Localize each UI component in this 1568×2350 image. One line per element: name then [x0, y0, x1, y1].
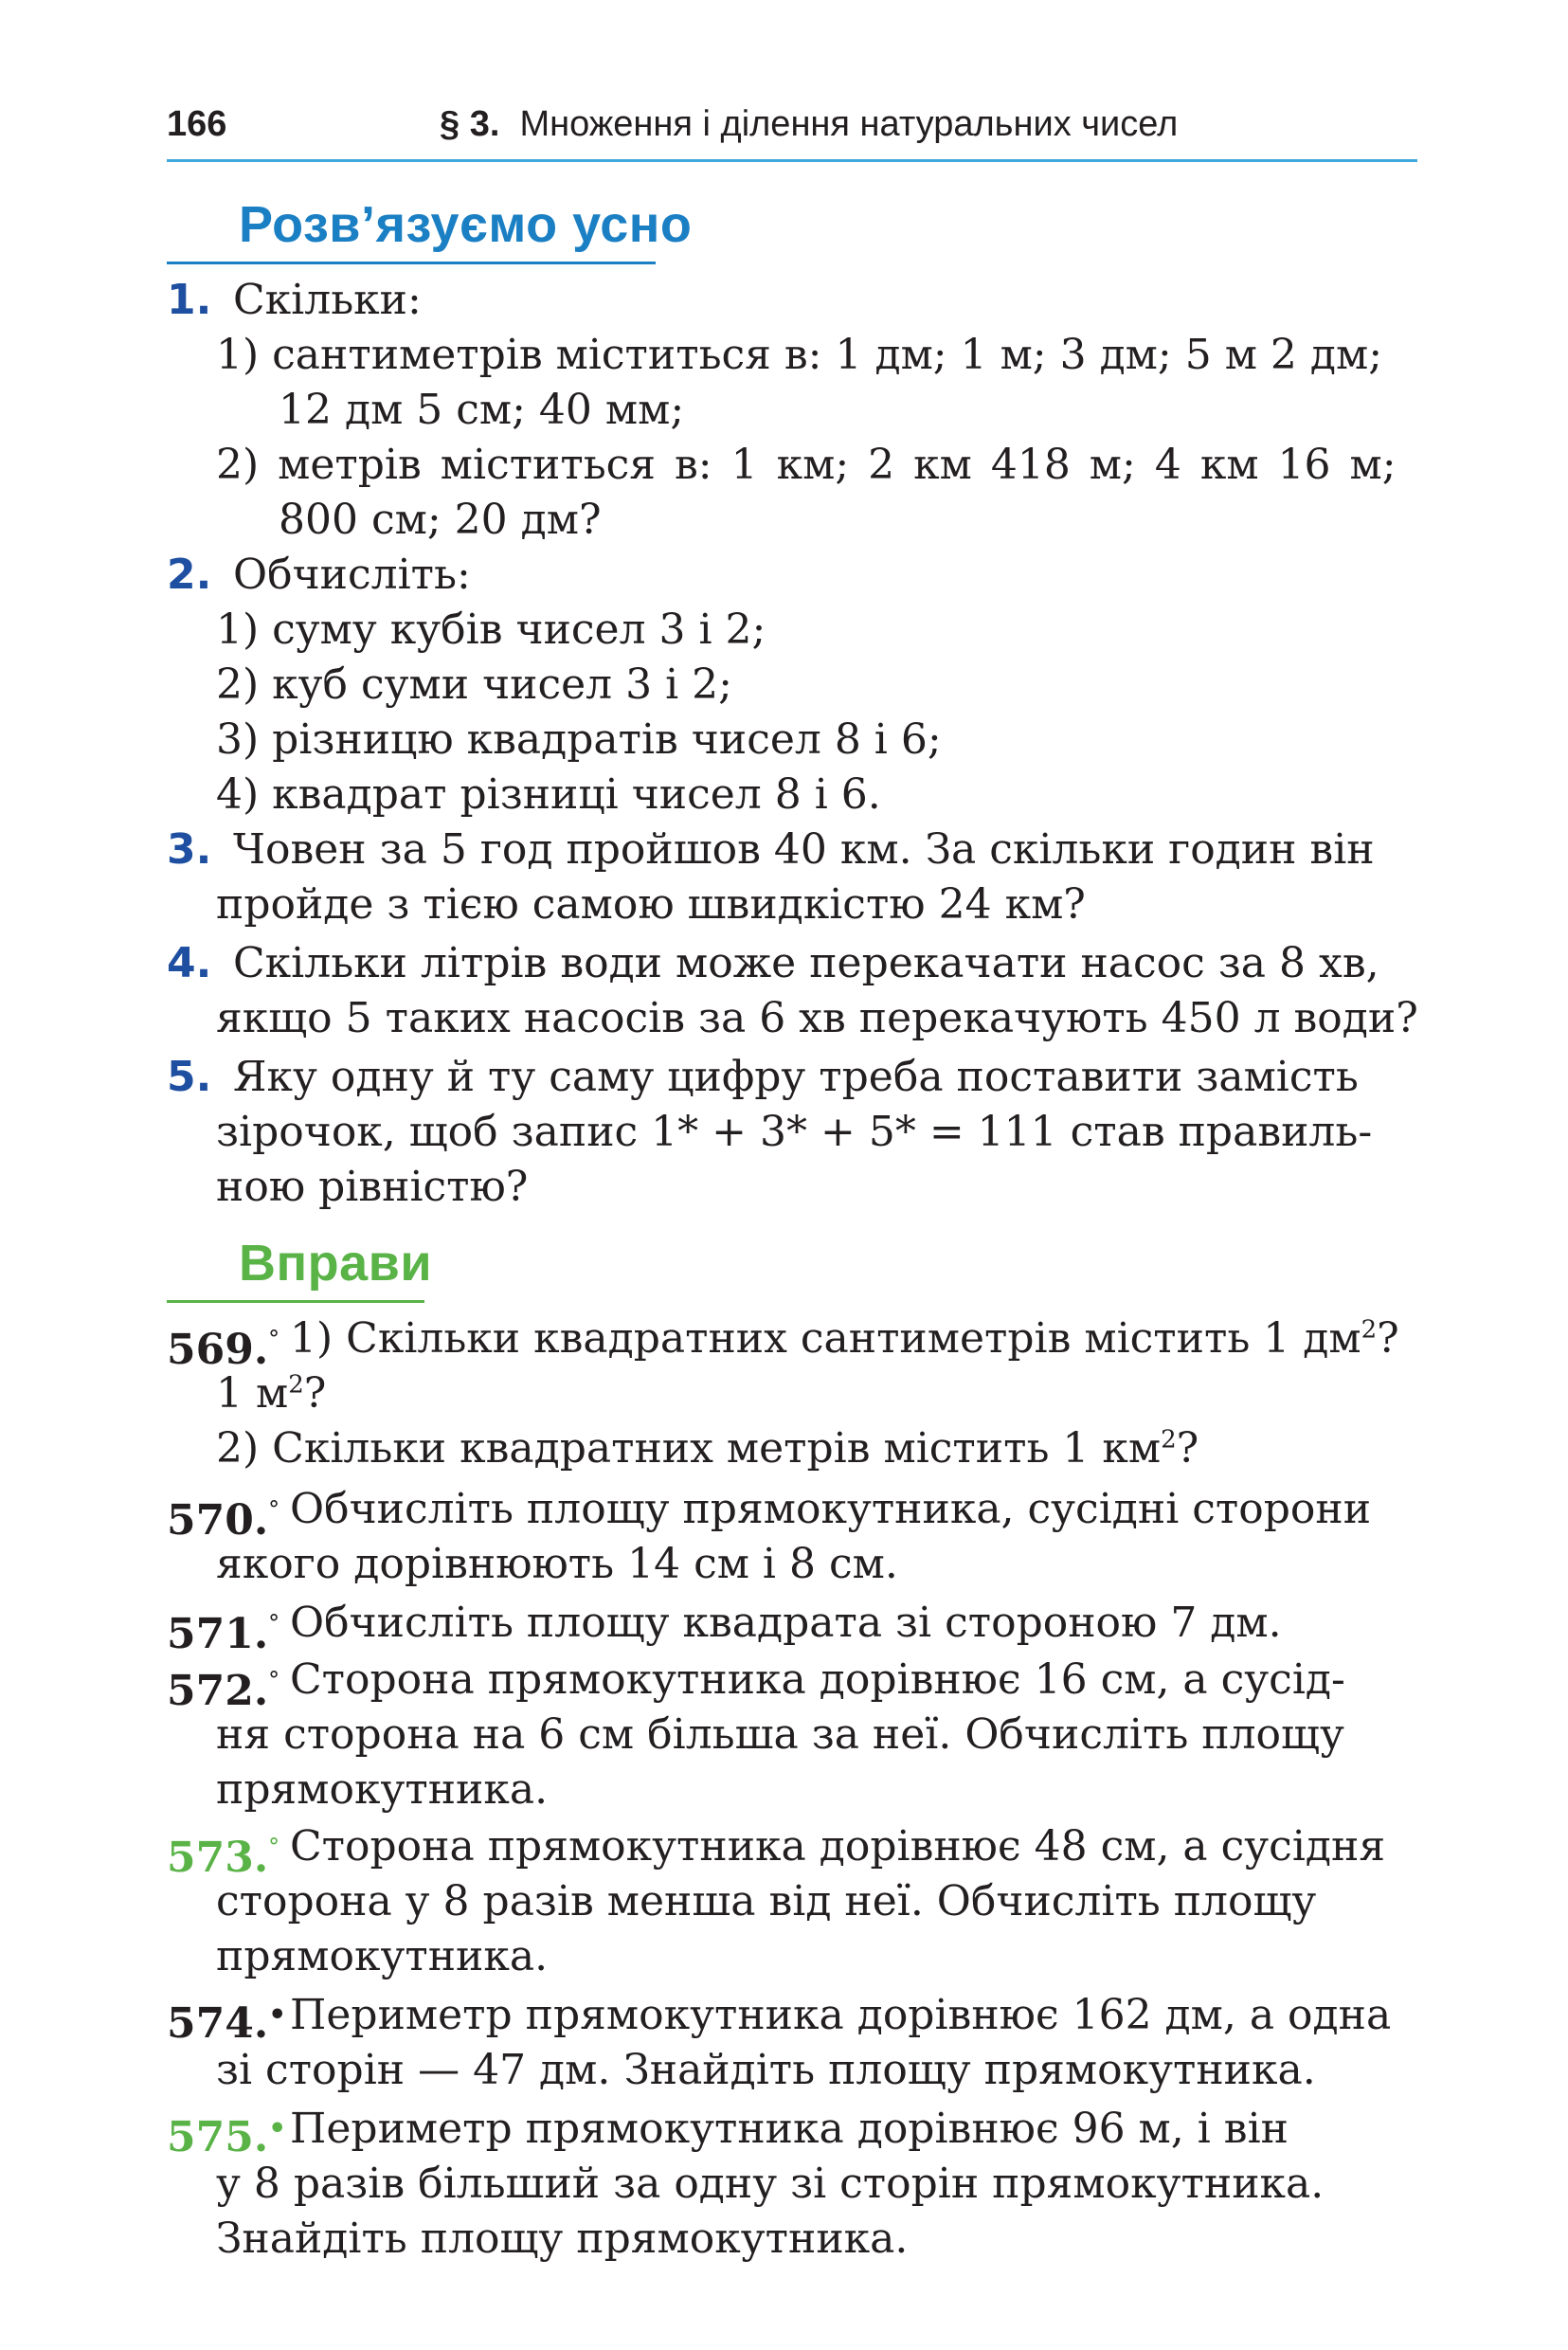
exercise-572: [167, 1653, 1417, 1817]
exercise-573: [167, 1819, 1417, 1984]
oral-section-title: Розв’язуємо усно: [239, 196, 693, 253]
exercise-text: 1) Скільки квадратних сантиметрів містить 1 дм: [290, 1314, 1361, 1363]
task-text: 2) куб суми чисел 3 і 2;: [216, 660, 732, 709]
exercise-text: Обчисліть площу прямокутника, сусідні сторони: [290, 1485, 1372, 1533]
page-header: [167, 99, 1417, 162]
exercise-text: якого дорівнюють 14 см і 8 см.: [216, 1540, 898, 1588]
exercise-570: [167, 1482, 1417, 1592]
exercise-text: Знайдіть площу прямокутника.: [216, 2214, 909, 2263]
task-text: 2) метрів міститься в: 1 км; 2 км 418 м; 4 км 16 м;: [216, 441, 1397, 489]
superscript: 2: [288, 1370, 304, 1400]
task-number: 5.: [167, 1053, 212, 1101]
exercise-text: у 8 разів більший за одну зі сторін прямокутника.: [216, 2160, 1325, 2208]
exercise-text: Сторона прямокутника дорівнює 16 см, а сусід-: [290, 1655, 1345, 1704]
exercise-text: Сторона прямокутника дорівнює 48 см, а сусідня: [290, 1822, 1386, 1871]
question-mark: ?: [303, 1369, 327, 1418]
chapter-title-text: Множення і ділення натуральних чисел: [519, 104, 1179, 144]
task-number: 4.: [167, 939, 212, 987]
exercise-text: 1 м: [216, 1369, 289, 1418]
exercise-text: Обчисліть площу квадрата зі стороною 7 дм.: [290, 1599, 1282, 1647]
task-text: 4) квадрат різниці чисел 8 і 6.: [216, 770, 881, 819]
exercise-text: ня сторона на 6 см більша за неї. Обчисліть площу: [216, 1710, 1344, 1759]
task-text: 12 дм 5 см; 40 мм;: [279, 386, 685, 434]
task-text: якщо 5 таких насосів за 6 хв перекачують 450 л води?: [216, 994, 1418, 1042]
question-mark: ?: [1176, 1424, 1199, 1473]
exercise-number: 575.•: [167, 2112, 287, 2161]
task-text: Обчисліть:: [233, 551, 471, 599]
exercise-text: Периметр прямокутника дорівнює 162 дм, а одна: [290, 1991, 1392, 2039]
exercises-section-title: Вправи: [239, 1235, 433, 1292]
task-text: пройде з тією самою швидкістю 24 км?: [216, 880, 1086, 929]
oral-task-2: [167, 548, 1417, 822]
exercise-number: 573.°: [167, 1834, 280, 1882]
task-text: 1) суму кубів чисел 3 і 2;: [216, 606, 766, 654]
superscript: 2: [1161, 1425, 1177, 1455]
task-number: 3.: [167, 825, 212, 874]
exercise-number: 569.°: [167, 1326, 280, 1374]
oral-task-4: [167, 936, 1417, 1046]
chapter-title: [440, 104, 1178, 145]
oral-task-3: [167, 822, 1417, 932]
superscript: 2: [1361, 1315, 1378, 1345]
exercise-number: 574.•: [167, 1998, 287, 2048]
exercise-text: Периметр прямокутника дорівнює 96 м, і він: [290, 2105, 1289, 2153]
page-number: 166: [167, 104, 227, 144]
task-text: Яку одну й ту саму цифру треба поставити замість: [233, 1053, 1359, 1101]
task-text: зірочок, щоб запис 1* + 3* + 5* = 111 став правиль-: [216, 1108, 1373, 1156]
task-number: 2.: [167, 551, 212, 599]
exercise-text: зі сторін — 47 дм. Знайдіть площу прямокутника.: [216, 2046, 1316, 2094]
oral-title-underline: [167, 262, 656, 264]
exercise-text: прямокутника.: [216, 1932, 549, 1980]
exercise-number: 572.°: [167, 1667, 280, 1715]
exercise-number: 571.°: [167, 1610, 280, 1658]
exercise-571: [167, 1596, 1417, 1658]
exercise-569: [167, 1311, 1417, 1476]
task-text: ною рівністю?: [216, 1163, 529, 1211]
exercise-text: прямокутника.: [216, 1765, 549, 1814]
exercises-title-underline: [167, 1300, 424, 1303]
exercise-number: 570.°: [167, 1496, 280, 1545]
task-text: Скільки:: [233, 276, 422, 324]
exercise-575: [167, 2102, 1417, 2267]
task-text: 800 см; 20 дм?: [279, 496, 602, 544]
task-text: Човен за 5 год пройшов 40 км. За скільки годин він: [233, 825, 1375, 874]
exercise-text: сторона у 8 разів менша від неї. Обчисліть площу: [216, 1877, 1317, 1925]
task-text: 1) сантиметрів міститься в: 1 дм; 1 м; 3 дм; 5 м 2 дм;: [216, 331, 1383, 379]
exercise-text: 2) Скільки квадратних метрів містить 1 км: [216, 1424, 1162, 1473]
task-text: Скільки літрів води може перекачати насос за 8 хв,: [233, 939, 1379, 987]
question-mark: ?: [1377, 1314, 1399, 1363]
oral-task-5: [167, 1050, 1417, 1215]
oral-task-1: [167, 273, 1417, 548]
task-text: 3) різницю квадратів чисел 8 і 6;: [216, 715, 942, 764]
exercise-574: [167, 1988, 1417, 2098]
task-number: 1.: [167, 276, 212, 324]
section-mark: § 3.: [440, 104, 500, 144]
